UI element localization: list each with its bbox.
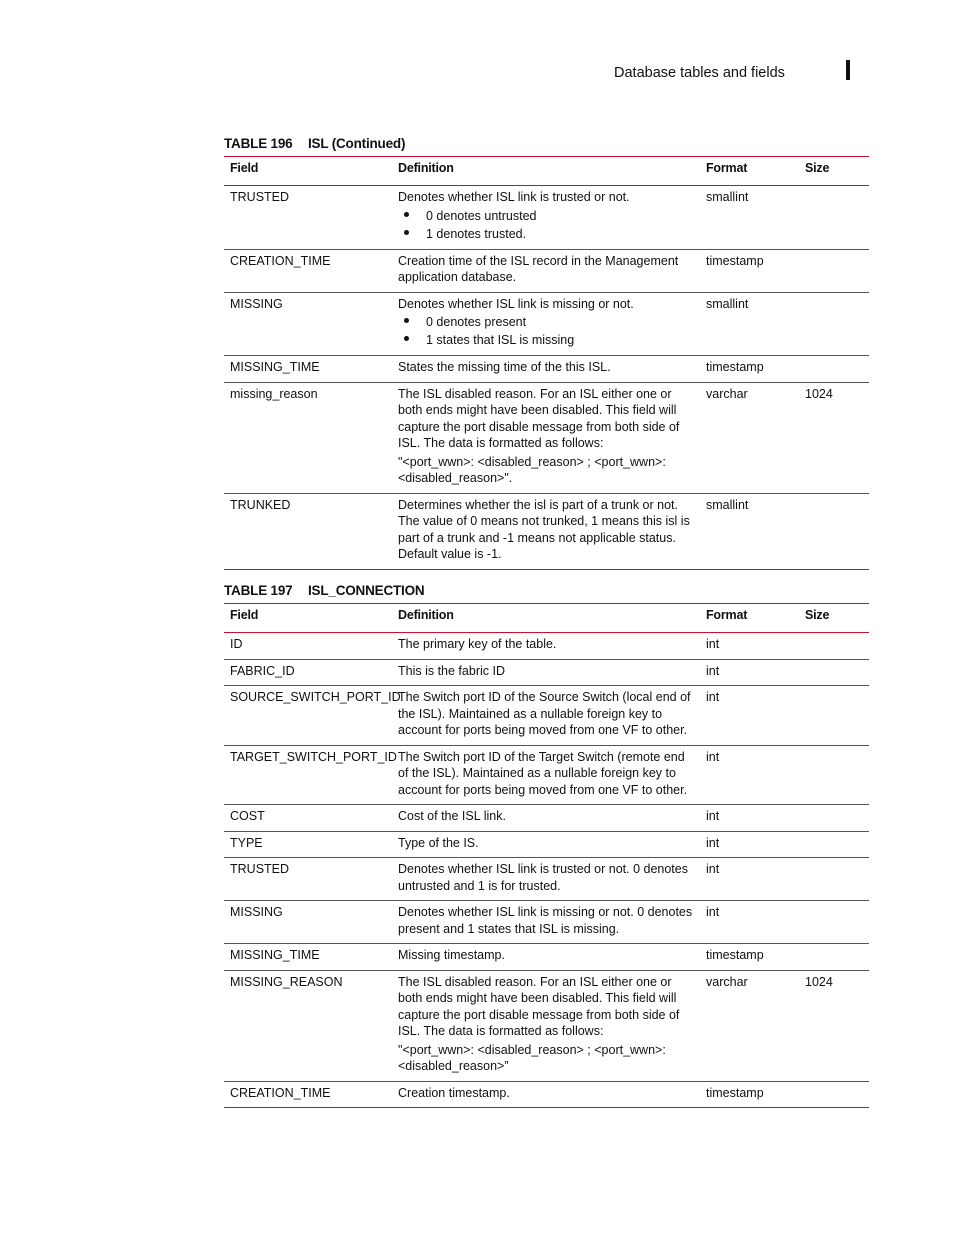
size-cell: [799, 944, 869, 971]
definition-cell: [392, 831, 700, 858]
definition-text: Denotes whether ISL link is missing or not.: [398, 296, 634, 311]
table-row: [224, 493, 869, 569]
size-cell: [799, 831, 869, 858]
definition-cell: [392, 858, 700, 901]
page-header-title: Database tables and fields: [614, 65, 785, 81]
size-cell: [799, 858, 869, 901]
table-body: [224, 186, 869, 570]
table-row: [224, 805, 869, 832]
definition-cell: [392, 745, 700, 805]
table-header-row: [224, 604, 869, 633]
column-header: Format: [706, 608, 748, 622]
definition-text: Creation timestamp.: [398, 1085, 510, 1100]
table-row: [224, 1081, 869, 1108]
bullet-item: 1 states that ISL is missing: [398, 331, 694, 349]
definition-cell: [392, 970, 700, 1081]
definition-text: Type of the IS.: [398, 835, 479, 850]
format-cell: smallint: [706, 497, 749, 512]
definition-cell: [392, 292, 700, 356]
definition-cell: [392, 382, 700, 493]
table-row: [224, 901, 869, 944]
bullet-item: 0 denotes present: [398, 313, 694, 331]
data-table: [224, 603, 869, 1108]
format-cell: smallint: [706, 190, 749, 204]
size-cell: 1024: [805, 974, 833, 989]
column-header: Field: [230, 608, 259, 622]
bullet-list: [398, 313, 694, 349]
table-row: [224, 356, 869, 383]
definition-format-text: "<port_wwn>: <disabled_reason> ; <port_wwn>: <disabled_reason>".: [398, 454, 666, 485]
size-cell: [799, 901, 869, 944]
definition-cell: [392, 686, 700, 746]
definition-cell: [392, 356, 700, 383]
definition-cell: [392, 901, 700, 944]
size-cell: [799, 805, 869, 832]
size-cell: [799, 186, 869, 250]
table-row: [224, 686, 869, 746]
field-cell: TRUSTED: [230, 862, 290, 876]
format-cell: int: [706, 835, 720, 850]
data-table: [224, 156, 869, 570]
column-header: Definition: [398, 608, 454, 622]
definition-cell: [392, 944, 700, 971]
format-cell: varchar: [706, 974, 748, 989]
definition-text: The Switch port ID of the Target Switch (remote end of the ISL). Maintained as a nullable foreign key to account for ports being moved from one VF to other.: [398, 749, 688, 797]
bullet-list: [398, 207, 694, 243]
definition-cell: [392, 633, 700, 660]
table-row: [224, 186, 869, 250]
field-cell: MISSING_REASON: [230, 974, 343, 989]
table-body: [224, 633, 869, 1108]
table-row: [224, 659, 869, 686]
field-cell: missing_reason: [230, 386, 318, 401]
definition-cell: [392, 493, 700, 569]
definition-text: The ISL disabled reason. For an ISL either one or both ends might have been disabled. This field will capture the port disable message from both side of ISL. The data is formatted as follows:: [398, 386, 680, 450]
column-header: Size: [805, 608, 830, 622]
definition-format-text: "<port_wwn>: <disabled_reason> ; <port_wwn>: <disabled_reason>”: [398, 1042, 666, 1073]
table-row: [224, 292, 869, 356]
field-cell: TRUSTED: [230, 190, 290, 204]
definition-cell: [392, 659, 700, 686]
field-cell: MISSING: [230, 296, 283, 311]
format-cell: timestamp: [706, 1085, 764, 1100]
definition-text: States the missing time of the this ISL.: [398, 360, 611, 374]
size-cell: [799, 249, 869, 292]
definition-text: The Switch port ID of the Source Switch (local end of the ISL). Maintained as a nullable foreign key to account for ports being moved from one VF to other.: [398, 690, 691, 737]
definition-text: Denotes whether ISL link is trusted or not. 0 denotes untrusted and 1 is for trusted.: [398, 862, 688, 893]
size-cell: [799, 659, 869, 686]
field-cell: ID: [230, 637, 243, 651]
table-number: TABLE 197: [224, 583, 293, 598]
table-row: [224, 382, 869, 493]
bullet-item: 0 denotes untrusted: [398, 207, 694, 225]
format-cell: timestamp: [706, 253, 764, 268]
size-cell: [799, 633, 869, 660]
format-cell: varchar: [706, 386, 748, 401]
field-cell: TYPE: [230, 835, 263, 850]
size-cell: [799, 292, 869, 356]
table-title: ISL_CONNECTION: [308, 583, 425, 598]
format-cell: int: [706, 637, 720, 651]
definition-text: Creation time of the ISL record in the Management application database.: [398, 253, 679, 284]
page-header-bar: [846, 60, 850, 80]
field-cell: TARGET_SWITCH_PORT_ID: [230, 749, 397, 764]
definition-cell: [392, 1081, 700, 1108]
table-caption: [224, 136, 869, 156]
size-cell: [799, 493, 869, 569]
table-row: [224, 944, 869, 971]
column-header: Size: [805, 161, 830, 175]
definition-text: Denotes whether ISL link is missing or not. 0 denotes present and 1 states that ISL is missing.: [398, 905, 693, 936]
field-cell: SOURCE_SWITCH_PORT_ID: [230, 690, 401, 704]
field-cell: MISSING: [230, 905, 283, 919]
table-196: [224, 136, 869, 570]
table-number: TABLE 196: [224, 136, 293, 151]
size-cell: [799, 686, 869, 746]
field-cell: CREATION_TIME: [230, 1085, 331, 1100]
size-cell: [799, 356, 869, 383]
definition-text: Denotes whether ISL link is trusted or not.: [398, 190, 630, 204]
table-row: [224, 858, 869, 901]
format-cell: int: [706, 905, 720, 919]
table-title: ISL (Continued): [308, 136, 406, 151]
table-row: [224, 745, 869, 805]
column-header: Definition: [398, 161, 454, 175]
format-cell: int: [706, 749, 720, 764]
format-cell: smallint: [706, 296, 749, 311]
table-row: [224, 633, 869, 660]
column-header: Field: [230, 161, 259, 175]
table-caption: [224, 583, 869, 603]
field-cell: MISSING_TIME: [230, 360, 320, 374]
definition-text: This is the fabric ID: [398, 663, 505, 678]
table-197: [224, 583, 869, 1108]
field-cell: TRUNKED: [230, 497, 291, 512]
table-row: [224, 970, 869, 1081]
field-cell: CREATION_TIME: [230, 253, 331, 268]
definition-text: Cost of the ISL link.: [398, 809, 506, 823]
definition-cell: [392, 805, 700, 832]
table-header-row: [224, 157, 869, 186]
definition-cell: [392, 249, 700, 292]
table-row: [224, 249, 869, 292]
definition-text: Determines whether the isl is part of a trunk or not. The value of 0 means not trunked, 1 means this isl is part of a trunk and -1 means not applicable status. Default value is -1.: [398, 497, 690, 561]
size-cell: 1024: [805, 386, 833, 401]
field-cell: FABRIC_ID: [230, 663, 295, 678]
format-cell: int: [706, 809, 720, 823]
definition-text: The ISL disabled reason. For an ISL either one or both ends might have been disabled. This field will capture the port disable message from both side of ISL. The data is formatted as follows:: [398, 974, 680, 1038]
format-cell: timestamp: [706, 948, 764, 962]
size-cell: [799, 745, 869, 805]
definition-text: Missing timestamp.: [398, 948, 505, 962]
field-cell: COST: [230, 809, 265, 823]
format-cell: int: [706, 663, 720, 678]
format-cell: int: [706, 690, 720, 704]
size-cell: [799, 1081, 869, 1108]
definition-text: The primary key of the table.: [398, 637, 557, 651]
format-cell: int: [706, 862, 720, 876]
column-header: Format: [706, 161, 748, 175]
bullet-item: 1 denotes trusted.: [398, 225, 694, 243]
table-row: [224, 831, 869, 858]
definition-cell: [392, 186, 700, 250]
field-cell: MISSING_TIME: [230, 948, 320, 962]
format-cell: timestamp: [706, 360, 764, 374]
